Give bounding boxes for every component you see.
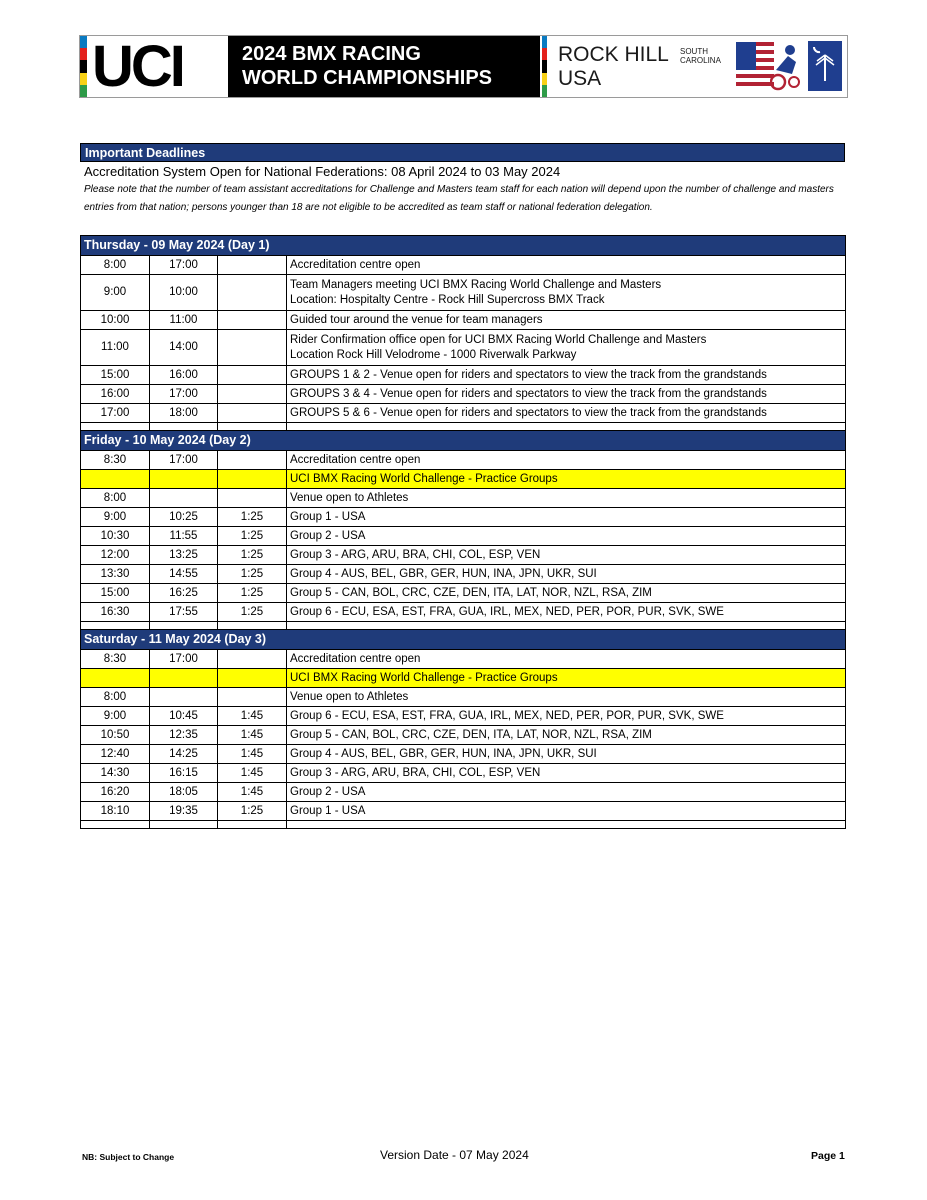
day-title: Saturday - 11 May 2024 (Day 3)	[81, 630, 846, 650]
activity-description	[287, 565, 846, 584]
event-title-line2: WORLD CHAMPIONSHIPS	[242, 67, 492, 89]
schedule-row	[81, 783, 846, 802]
activity-line: Group 4 - AUS, BEL, GBR, GER, HUN, INA, JPN, UKR, SUI	[290, 567, 597, 580]
end-time	[150, 688, 218, 707]
schedule-row	[81, 745, 846, 764]
activity-line: Group 2 - USA	[290, 785, 366, 798]
activity-line: Group 4 - AUS, BEL, GBR, GER, HUN, INA, JPN, UKR, SUI	[290, 747, 597, 760]
activity-description	[287, 366, 846, 385]
schedule-row	[81, 603, 846, 622]
spacer-cell	[81, 821, 150, 829]
duration	[218, 669, 287, 688]
end-time: 17:00	[150, 650, 218, 669]
start-time	[81, 669, 150, 688]
start-time: 16:20	[81, 783, 150, 802]
activity-description	[287, 783, 846, 802]
schedule-row	[81, 508, 846, 527]
schedule-row	[81, 546, 846, 565]
end-time: 11:00	[150, 311, 218, 330]
start-time: 17:00	[81, 404, 150, 423]
end-time: 18:05	[150, 783, 218, 802]
spacer-cell	[287, 423, 846, 431]
activity-description	[287, 546, 846, 565]
activity-description	[287, 726, 846, 745]
duration: 1:45	[218, 764, 287, 783]
event-title	[228, 36, 540, 97]
uci-logo: UCI	[92, 34, 183, 99]
end-time	[150, 489, 218, 508]
end-time: 17:00	[150, 256, 218, 275]
start-time: 11:00	[81, 330, 150, 366]
activity-line: GROUPS 1 & 2 - Venue open for riders and spectators to view the track from the grandstands	[290, 368, 767, 381]
schedule-row	[81, 764, 846, 783]
end-time: 19:35	[150, 802, 218, 821]
duration: 1:25	[218, 802, 287, 821]
activity-line: Group 3 - ARG, ARU, BRA, CHI, COL, ESP, VEN	[290, 548, 541, 561]
schedule-body	[81, 236, 846, 829]
event-banner	[79, 35, 848, 98]
end-time: 16:25	[150, 584, 218, 603]
page-number: Page 1	[811, 1150, 845, 1162]
start-time: 9:00	[81, 707, 150, 726]
activity-description	[287, 330, 846, 366]
activity-line: Group 6 - ECU, ESA, EST, FRA, GUA, IRL, MEX, NED, PER, POR, PUR, SVK, SWE	[290, 605, 724, 618]
spacer-cell	[81, 622, 150, 630]
end-time: 10:25	[150, 508, 218, 527]
spacer-cell	[218, 821, 287, 829]
duration: 1:25	[218, 584, 287, 603]
activity-description	[287, 311, 846, 330]
schedule-row	[81, 802, 846, 821]
schedule-row	[81, 385, 846, 404]
activity-line: Accreditation centre open	[290, 652, 421, 665]
end-time: 10:00	[150, 275, 218, 311]
end-time: 12:35	[150, 726, 218, 745]
duration	[218, 275, 287, 311]
schedule-row	[81, 688, 846, 707]
duration	[218, 650, 287, 669]
day-header	[81, 431, 846, 451]
duration	[218, 385, 287, 404]
activity-description	[287, 256, 846, 275]
activity-line: Guided tour around the venue for team managers	[290, 313, 543, 326]
activity-line: Venue open to Athletes	[290, 690, 409, 703]
version-date: Version Date - 07 May 2024	[380, 1148, 529, 1162]
schedule-row	[81, 584, 846, 603]
end-time: 14:55	[150, 565, 218, 584]
deadlines-heading: Important Deadlines	[80, 143, 845, 162]
day-header	[81, 630, 846, 650]
start-time: 8:30	[81, 650, 150, 669]
schedule-row	[81, 330, 846, 366]
activity-description	[287, 764, 846, 783]
day-title: Thursday - 09 May 2024 (Day 1)	[81, 236, 846, 256]
start-time: 8:00	[81, 688, 150, 707]
activity-line: GROUPS 5 & 6 - Venue open for riders and spectators to view the track from the grandstands	[290, 406, 767, 419]
end-time: 16:15	[150, 764, 218, 783]
spacer-cell	[150, 821, 218, 829]
start-time	[81, 470, 150, 489]
activity-description	[287, 745, 846, 764]
end-time: 14:25	[150, 745, 218, 764]
end-time: 18:00	[150, 404, 218, 423]
start-time: 14:30	[81, 764, 150, 783]
footer-note: NB: Subject to Change	[82, 1152, 175, 1162]
duration: 1:45	[218, 707, 287, 726]
activity-description	[287, 669, 846, 688]
schedule-row	[81, 275, 846, 311]
host-state-line1: SOUTH	[680, 47, 708, 56]
start-time: 9:00	[81, 275, 150, 311]
schedule-row	[81, 404, 846, 423]
start-time: 9:00	[81, 508, 150, 527]
duration: 1:25	[218, 527, 287, 546]
spacer-cell	[287, 821, 846, 829]
activity-line: Group 5 - CAN, BOL, CRC, CZE, DEN, ITA, LAT, NOR, NZL, RSA, ZIM	[290, 728, 652, 741]
day-header	[81, 236, 846, 256]
spacer-cell	[287, 622, 846, 630]
rainbow-divider	[542, 36, 547, 97]
end-time: 14:00	[150, 330, 218, 366]
schedule-row	[81, 470, 846, 489]
activity-line: Group 5 - CAN, BOL, CRC, CZE, DEN, ITA, LAT, NOR, NZL, RSA, ZIM	[290, 586, 652, 599]
end-time	[150, 470, 218, 489]
schedule-table	[80, 235, 846, 829]
activity-description	[287, 489, 846, 508]
start-time: 8:00	[81, 256, 150, 275]
schedule-row	[81, 726, 846, 745]
schedule-row	[81, 707, 846, 726]
end-time: 13:25	[150, 546, 218, 565]
duration	[218, 404, 287, 423]
end-time: 17:55	[150, 603, 218, 622]
activity-line: Venue open to Athletes	[290, 491, 409, 504]
schedule-row	[81, 489, 846, 508]
spacer-row	[81, 622, 846, 630]
start-time: 10:00	[81, 311, 150, 330]
end-time: 17:00	[150, 385, 218, 404]
spacer-cell	[218, 622, 287, 630]
accreditation-note: Please note that the number of team assistant accreditations for Challenge and Masters team staff for each nation will depend upon the number of challenge and masters entries from that nation; persons younger than 18 are not eligible to be accredited as team staff or national federation delegation.	[84, 184, 834, 213]
host-country: USA	[558, 67, 602, 90]
host-state	[680, 47, 721, 65]
duration: 1:25	[218, 546, 287, 565]
activity-line: Team Managers meeting UCI BMX Racing World Challenge and Masters	[290, 278, 662, 291]
start-time: 10:50	[81, 726, 150, 745]
spacer-cell	[218, 423, 287, 431]
spacer-cell	[150, 622, 218, 630]
activity-description	[287, 707, 846, 726]
spacer-cell	[81, 423, 150, 431]
activity-description	[287, 404, 846, 423]
start-time: 12:00	[81, 546, 150, 565]
bmx-rider-icon	[770, 40, 800, 92]
deadlines-section	[80, 143, 845, 217]
activity-line: Location Rock Hill Velodrome - 1000 Riverwalk Parkway	[290, 348, 577, 361]
activity-description	[287, 603, 846, 622]
start-time: 18:10	[81, 802, 150, 821]
start-time: 16:30	[81, 603, 150, 622]
end-time: 17:00	[150, 451, 218, 470]
us-flag-icon	[736, 42, 774, 90]
duration: 1:45	[218, 726, 287, 745]
activity-line: Accreditation centre open	[290, 453, 421, 466]
duration: 1:45	[218, 783, 287, 802]
start-time: 12:40	[81, 745, 150, 764]
schedule-row	[81, 650, 846, 669]
schedule-row	[81, 366, 846, 385]
activity-description	[287, 451, 846, 470]
activity-line: Group 3 - ARG, ARU, BRA, CHI, COL, ESP, VEN	[290, 766, 541, 779]
duration	[218, 451, 287, 470]
duration	[218, 330, 287, 366]
host-city: ROCK HILL	[558, 43, 669, 66]
schedule-row	[81, 669, 846, 688]
schedule-section	[80, 235, 845, 829]
activity-line: UCI BMX Racing World Challenge - Practice Groups	[290, 671, 558, 684]
end-time: 11:55	[150, 527, 218, 546]
accreditation-deadline: Accreditation System Open for National Federations: 08 April 2024 to 03 May 2024	[84, 164, 561, 179]
activity-description	[287, 802, 846, 821]
schedule-row	[81, 527, 846, 546]
activity-line: Group 1 - USA	[290, 510, 366, 523]
spacer-cell	[150, 423, 218, 431]
spacer-row	[81, 423, 846, 431]
south-carolina-flag-icon	[808, 41, 842, 91]
duration	[218, 311, 287, 330]
duration	[218, 256, 287, 275]
duration: 1:25	[218, 603, 287, 622]
duration: 1:25	[218, 565, 287, 584]
start-time: 16:00	[81, 385, 150, 404]
activity-line: Group 1 - USA	[290, 804, 366, 817]
activity-description	[287, 470, 846, 489]
spacer-row	[81, 821, 846, 829]
duration	[218, 470, 287, 489]
start-time: 15:00	[81, 366, 150, 385]
day-title: Friday - 10 May 2024 (Day 2)	[81, 431, 846, 451]
duration	[218, 489, 287, 508]
schedule-row	[81, 256, 846, 275]
end-time: 16:00	[150, 366, 218, 385]
duration	[218, 688, 287, 707]
activity-line: Group 2 - USA	[290, 529, 366, 542]
event-title-line1: 2024 BMX RACING	[242, 43, 421, 65]
activity-line: UCI BMX Racing World Challenge - Practice Groups	[290, 472, 558, 485]
activity-description	[287, 584, 846, 603]
activity-line: Group 6 - ECU, ESA, EST, FRA, GUA, IRL, MEX, NED, PER, POR, PUR, SVK, SWE	[290, 709, 724, 722]
duration	[218, 366, 287, 385]
host-state-line2: CAROLINA	[680, 56, 721, 65]
activity-description	[287, 527, 846, 546]
schedule-row	[81, 565, 846, 584]
end-time	[150, 669, 218, 688]
activity-description	[287, 688, 846, 707]
activity-line: GROUPS 3 & 4 - Venue open for riders and spectators to view the track from the grandstands	[290, 387, 767, 400]
start-time: 8:00	[81, 489, 150, 508]
activity-line: Accreditation centre open	[290, 258, 421, 271]
start-time: 8:30	[81, 451, 150, 470]
activity-description	[287, 385, 846, 404]
uci-rainbow-stripes	[80, 36, 87, 97]
start-time: 13:30	[81, 565, 150, 584]
activity-description	[287, 508, 846, 527]
start-time: 10:30	[81, 527, 150, 546]
end-time: 10:45	[150, 707, 218, 726]
activity-line: Rider Confirmation office open for UCI BMX Racing World Challenge and Masters	[290, 333, 707, 346]
activity-description	[287, 650, 846, 669]
activity-description	[287, 275, 846, 311]
start-time: 15:00	[81, 584, 150, 603]
activity-line: Location: Hospitalty Centre - Rock Hill Supercross BMX Track	[290, 293, 605, 306]
schedule-row	[81, 311, 846, 330]
duration: 1:45	[218, 745, 287, 764]
schedule-row	[81, 451, 846, 470]
duration: 1:25	[218, 508, 287, 527]
